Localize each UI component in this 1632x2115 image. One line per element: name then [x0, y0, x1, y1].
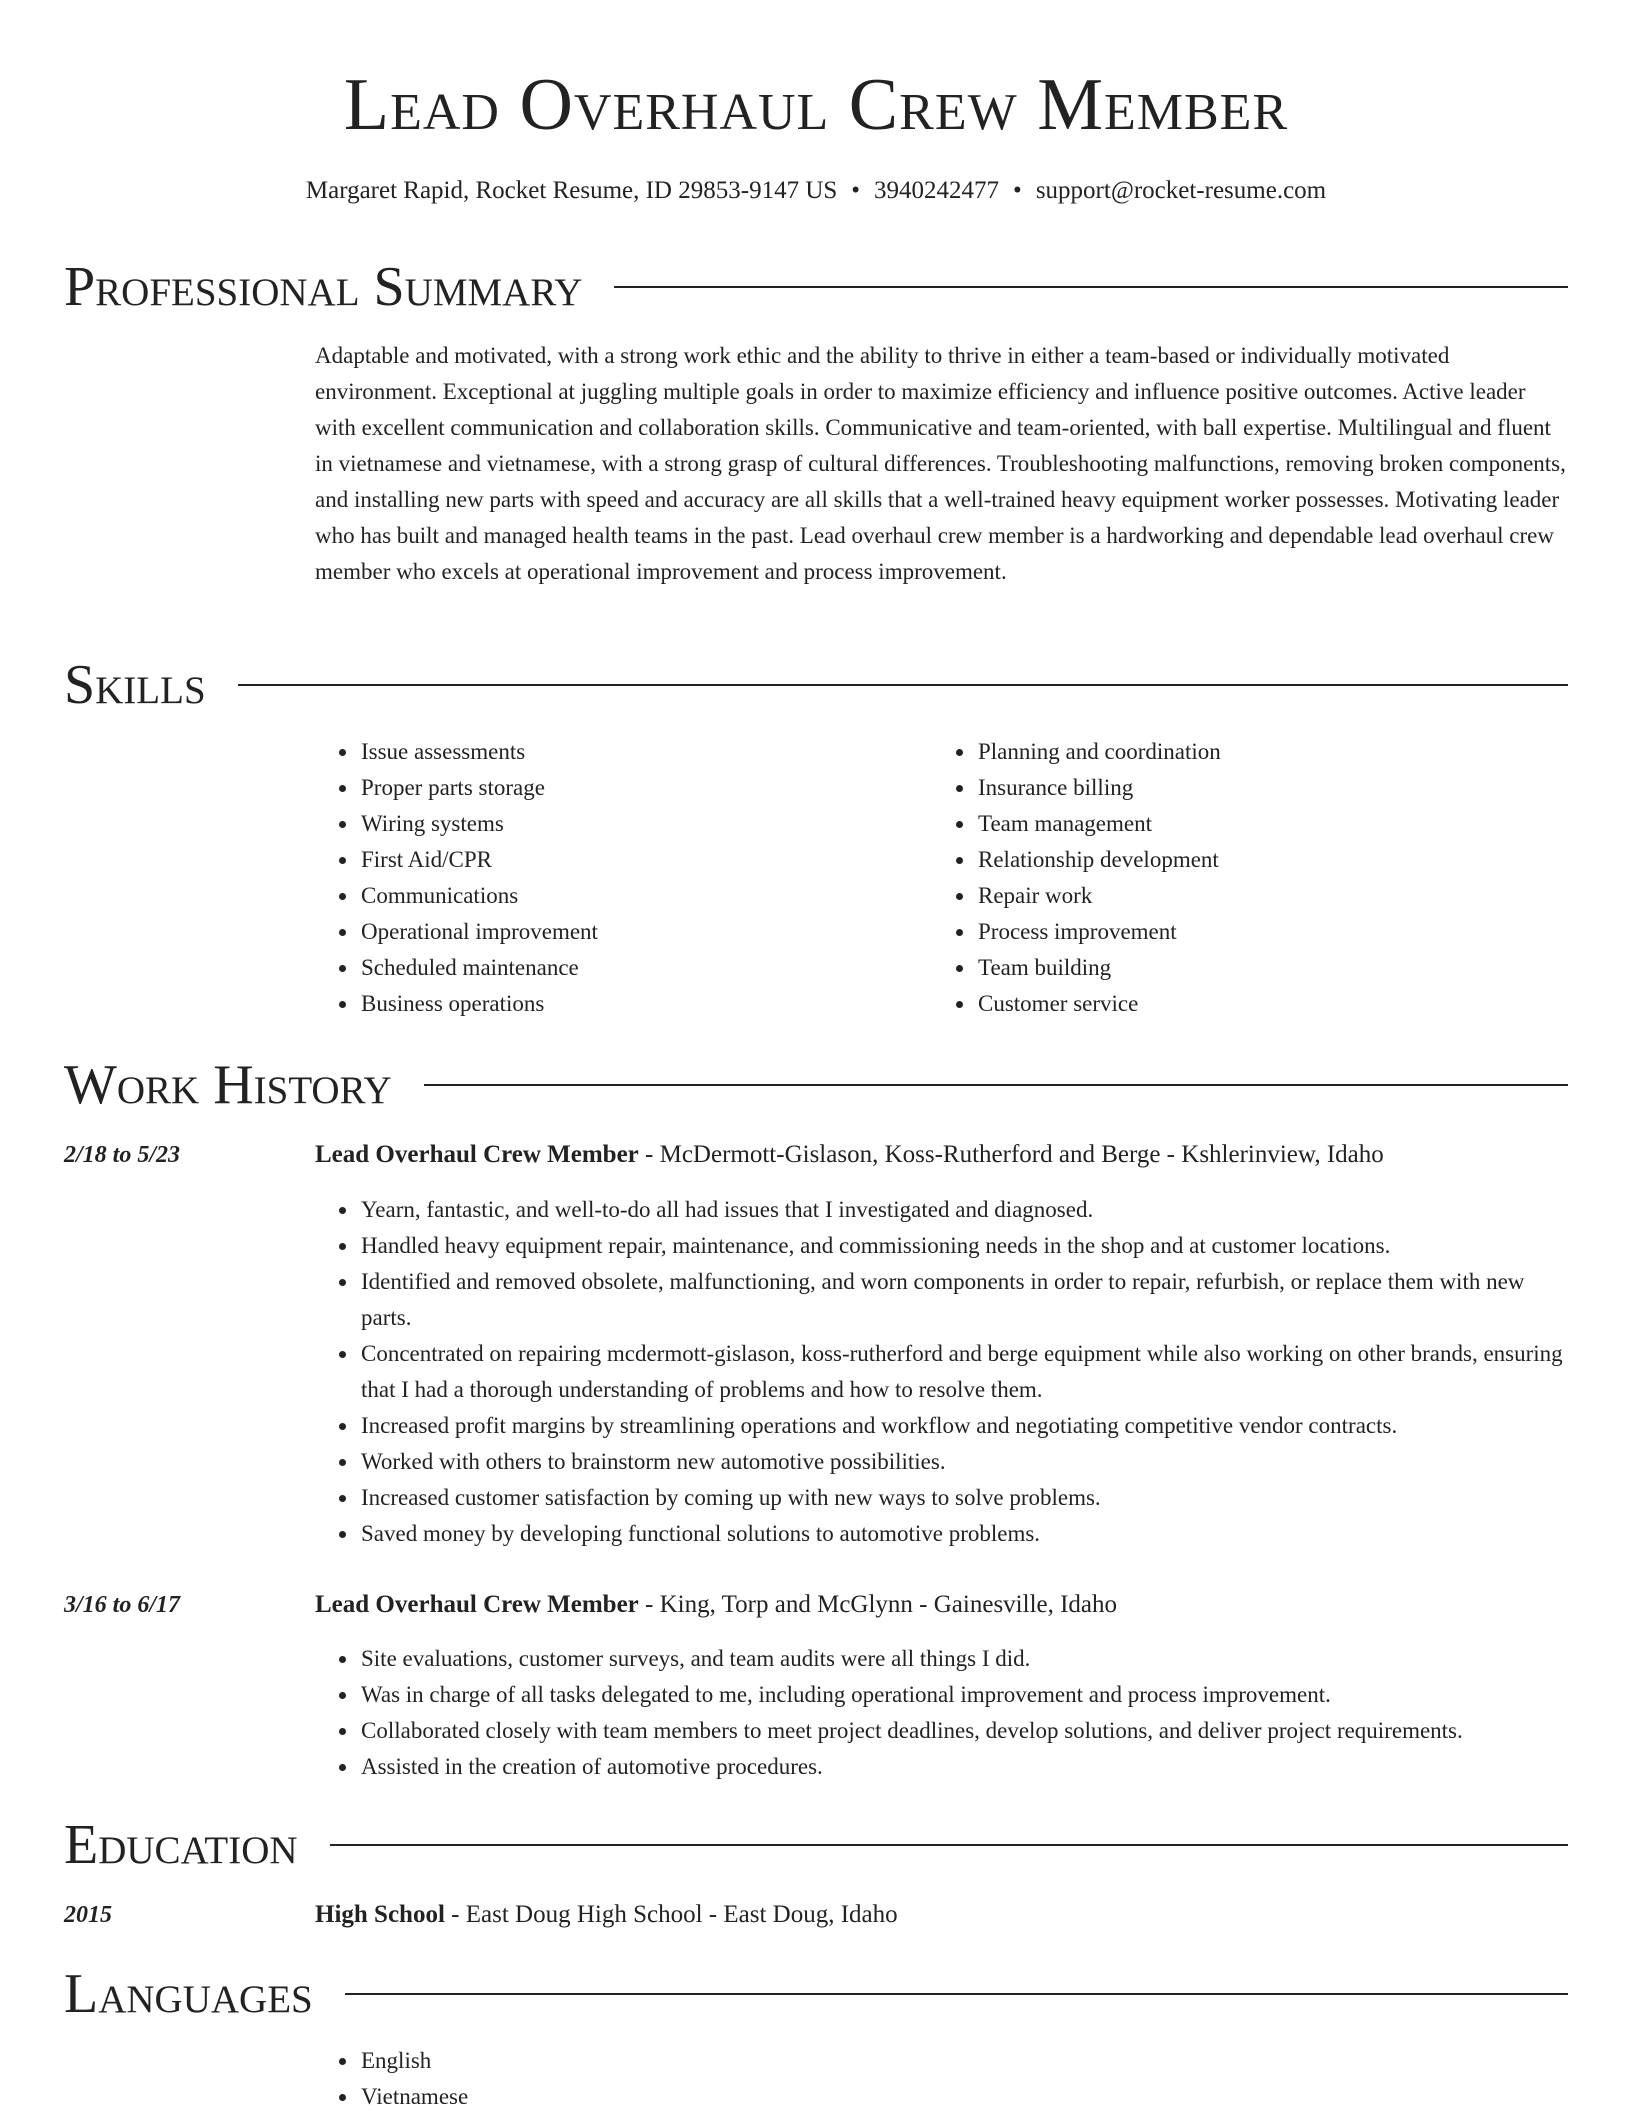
job-bullets [315, 1192, 1569, 1552]
job-bullet: • Concentrated on repairing mcdermott-gislason, koss-rutherford and berge equipment while also working on other brands, ensuring that I had a thorough understanding of problems and how to resolve them. [359, 1336, 1569, 1408]
contact-address: Margaret Rapid, Rocket Resume, ID 29853-9147 US [305, 177, 838, 204]
section-divider [614, 286, 1568, 288]
section-heading-languages [64, 1961, 1568, 2027]
job-bullet: • Increased customer satisfaction by coming up with new ways to solve problems. [359, 1480, 1569, 1516]
job-bullet: • Increased profit margins by streamlining operations and workflow and negotiating competitive vendor contracts. [359, 1408, 1569, 1444]
job-title: Lead Overhaul Crew Member [315, 1141, 639, 1168]
job-bullet: • Site evaluations, customer surveys, and team audits were all things I did. [359, 1641, 1569, 1677]
skill-item: • Team building [976, 950, 1532, 986]
section-divider [330, 1844, 1568, 1846]
skill-item: • Business operations [359, 986, 915, 1022]
language-item: • Vietnamese [359, 2079, 1569, 2115]
summary-text: Adaptable and motivated, with a strong work ethic and the ability to thrive in either a team-based or individually motivated environment. Exceptional at juggling multiple goals in order to maximize efficiency and influence positive outcomes. Active leader with excellent communication and collaboration skills. Communicative and team-oriented, with ball expertise. Multilingual and fluent in vietnamese and vietnamese, with a strong grasp of cultural differences. Troubleshooting malfunctions, removing broken components, and installing new parts with speed and accuracy are all skills that a well-trained heavy equipment worker possesses. Motivating leader who has built and managed health teams in the past. Lead overhaul crew member is a hardworking and dependable lead overhaul crew member who excels at operational improvement and process improvement. [315, 343, 1566, 584]
skill-item: • Planning and coordination [976, 734, 1532, 770]
job-bullet: • Assisted in the creation of automotive procedures. [359, 1749, 1569, 1785]
skill-item: • Proper parts storage [359, 770, 915, 806]
skill-item: • Customer service [976, 986, 1532, 1022]
contact-line [0, 174, 1632, 208]
section-divider [424, 1084, 1568, 1086]
skill-item: • Issue assessments [359, 734, 915, 770]
section-heading-work-history [64, 1052, 1568, 1118]
job-bullet: • Collaborated closely with team members to meet project deadlines, develop solutions, and deliver project requirements. [359, 1713, 1569, 1749]
skill-item: • Insurance billing [976, 770, 1532, 806]
job-dates: 2/18 to 5/23 [64, 1142, 181, 1168]
job-bullet: • Worked with others to brainstorm new automotive possibilities. [359, 1444, 1569, 1480]
skill-item: • Operational improvement [359, 914, 915, 950]
skill-item: • Wiring systems [359, 806, 915, 842]
education-school: - East Doug High School - East Doug, Idaho [444, 1901, 898, 1928]
skills-column-left [315, 734, 915, 1022]
education-heading [315, 1897, 1569, 1933]
skill-item: • Relationship development [976, 842, 1532, 878]
skill-item: • Scheduled maintenance [359, 950, 915, 986]
job-employer: - King, Torp and McGlynn - Gainesville, Idaho [638, 1591, 1118, 1618]
language-item: • English [359, 2043, 1569, 2079]
contact-phone: 3940242477 [874, 177, 1000, 204]
job-heading [315, 1137, 1569, 1173]
job-bullet: • Handled heavy equipment repair, maintenance, and commissioning needs in the shop and at customer locations. [359, 1228, 1569, 1264]
skill-item: • Team management [976, 806, 1532, 842]
job-bullet: • Saved money by developing functional solutions to automotive problems. [359, 1516, 1569, 1552]
section-divider [238, 684, 1568, 686]
section-title: Languages [64, 1963, 313, 2025]
job-title: Lead Overhaul Crew Member [315, 1591, 639, 1618]
contact-separator: • [851, 177, 861, 204]
skill-item: • Repair work [976, 878, 1532, 914]
skills-column-right [932, 734, 1532, 1022]
section-title: Professional Summary [64, 256, 583, 318]
job-bullets [315, 1641, 1569, 1785]
job-bullet: • Identified and removed obsolete, malfunctioning, and worn components in order to repair, refurbish, or replace them with new parts. [359, 1264, 1569, 1336]
resume-name-title: Lead Overhaul Crew Member [343, 64, 1289, 146]
section-title: Education [64, 1814, 298, 1876]
education-degree: High School [315, 1901, 445, 1928]
section-heading-education [64, 1812, 1568, 1878]
education-year: 2015 [64, 1902, 112, 1928]
contact-email[interactable]: support@rocket-resume.com [1035, 177, 1327, 204]
section-divider [345, 1993, 1568, 1995]
section-title: Skills [64, 654, 206, 716]
skill-item: • Process improvement [976, 914, 1532, 950]
skill-item: • First Aid/CPR [359, 842, 915, 878]
section-title: Work History [64, 1054, 392, 1116]
section-heading-skills [64, 652, 1568, 718]
job-dates: 3/16 to 6/17 [64, 1592, 181, 1618]
job-bullet: • Yearn, fantastic, and well-to-do all had issues that I investigated and diagnosed. [359, 1192, 1569, 1228]
section-heading-summary [64, 254, 1568, 320]
job-bullet: • Was in charge of all tasks delegated to me, including operational improvement and process improvement. [359, 1677, 1569, 1713]
contact-separator: • [1013, 177, 1022, 204]
languages-list [315, 2043, 1569, 2115]
job-heading [315, 1587, 1569, 1623]
skill-item: • Communications [359, 878, 915, 914]
job-employer: - McDermott-Gislason, Koss-Rutherford and Berge - Kshlerinview, Idaho [638, 1141, 1384, 1168]
